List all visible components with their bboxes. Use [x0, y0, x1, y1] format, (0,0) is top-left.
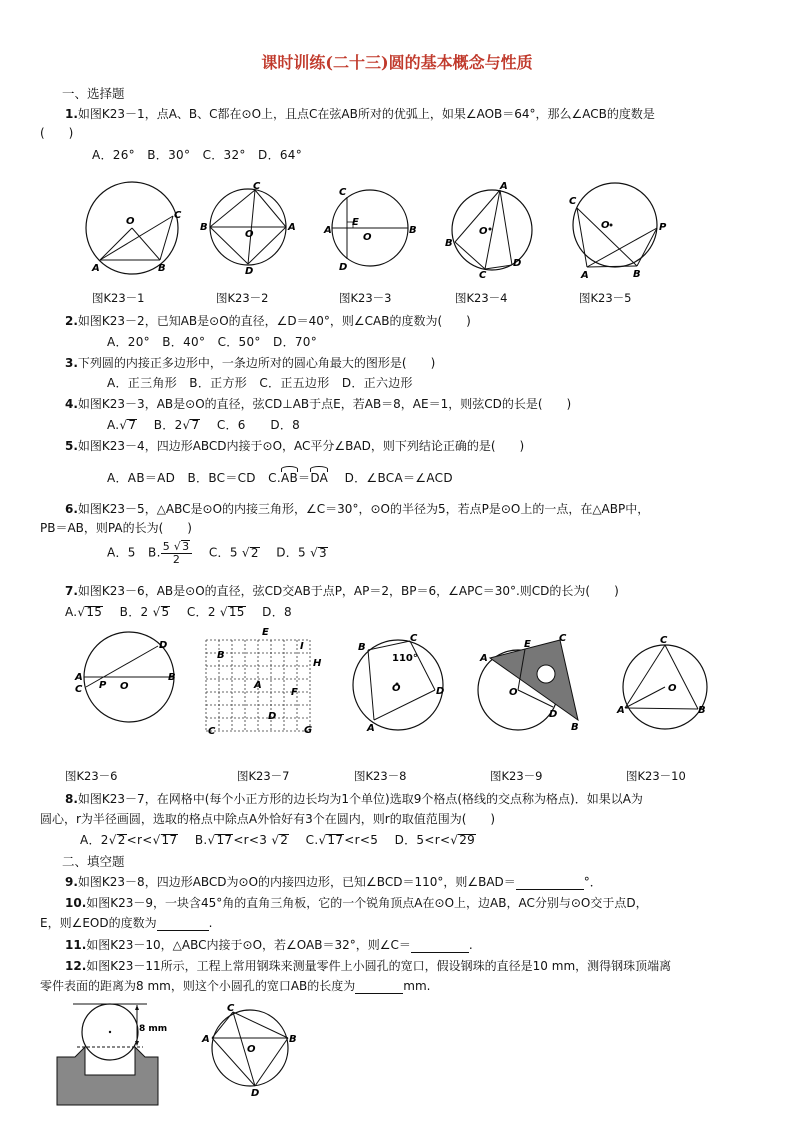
- option-b: B.: [194, 833, 208, 847]
- answer-blank[interactable]: [157, 916, 209, 931]
- label: A: [617, 705, 625, 716]
- label: C: [410, 633, 418, 644]
- answer-blank[interactable]: [411, 938, 469, 953]
- question-text: 如图K23－5，△ABC是⊙O的内接三角形，∠C＝30°，⊙O的半径为5，若点P是⊙O上的一点，在△ABP中，: [77, 502, 650, 516]
- figure-k23-6: [72, 630, 182, 740]
- question-number: 6.: [65, 502, 78, 516]
- option-d: D．5: [276, 545, 306, 560]
- label: A: [254, 680, 262, 691]
- question-number: 10.: [65, 896, 87, 910]
- question-text: 如图K23－4，四边形ABCD内接于⊙O，AC平分∠BAD，则下列结论正确的是( ): [77, 439, 525, 453]
- label: A: [202, 1034, 210, 1045]
- question-1-options: A．26° B．30° C．32° D．64°: [92, 148, 303, 162]
- sqrt-value: 2: [280, 833, 289, 847]
- label: D: [251, 1088, 260, 1099]
- question-6: [65, 500, 649, 517]
- equals: ＝: [298, 471, 311, 485]
- sqrt-value: 7: [191, 418, 200, 432]
- label: D: [549, 709, 558, 720]
- question-text: 零件表面的距离为8 mm，则这个小圆孔的宽口AB的长度为: [40, 979, 356, 993]
- answer-blank[interactable]: [355, 979, 403, 994]
- question-7: [65, 582, 619, 599]
- sqrt-value: 2: [250, 545, 259, 560]
- question-11: [65, 936, 473, 953]
- question-7-options: A.√15 B．2 √5 C．2 √15 D．8: [65, 605, 292, 619]
- question-text: .: [468, 938, 473, 952]
- label: B: [633, 269, 641, 280]
- option-ab: A．5 B.: [107, 545, 161, 560]
- label: D: [268, 711, 277, 722]
- question-10-cont: [40, 914, 212, 931]
- label: P: [659, 222, 667, 233]
- label: D: [339, 262, 348, 273]
- figure-caption: 图K23－2: [216, 291, 269, 305]
- figure-caption: 图K23－4: [455, 291, 508, 305]
- figure-caption: 图K23－9: [490, 769, 543, 783]
- label: C: [660, 635, 668, 646]
- question-8: [65, 790, 643, 807]
- label: H: [313, 658, 322, 669]
- question-9: [65, 873, 602, 890]
- label: F: [291, 687, 298, 698]
- question-text: °．: [583, 875, 602, 889]
- option-c: C．5: [208, 545, 238, 560]
- option-a: A.: [107, 418, 120, 432]
- sqrt-value: 15: [228, 605, 245, 619]
- question-8-options: A．2√2<r<√17 B.√17<r<3 √2 C.√17<r<5 D．5<r<√29: [80, 833, 476, 847]
- question-number: 4.: [65, 397, 78, 411]
- fraction: $\frac{5 √3}{2}$: [161, 540, 193, 566]
- question-text: 如图K23－11所示，工程上常用钢珠来测量零件上小圆孔的宽口，假设钢珠的直径是10 mm，测得钢珠顶端离: [86, 959, 672, 973]
- label: O: [392, 683, 401, 694]
- figure-caption: 图K23－7: [237, 769, 290, 783]
- label: B: [200, 222, 208, 233]
- question-3: [65, 354, 435, 371]
- answer-blank[interactable]: [516, 875, 584, 890]
- arc-da: [310, 471, 328, 485]
- figure-k23-8: [350, 632, 460, 742]
- label: I: [300, 641, 304, 652]
- question-10: [65, 894, 648, 911]
- label: P: [99, 680, 107, 691]
- sqrt-value: 17: [216, 833, 233, 847]
- question-1-cont: ( ): [40, 126, 74, 140]
- figure-caption: 图K23－8: [354, 769, 407, 783]
- label: C: [174, 210, 182, 221]
- label: C: [253, 181, 261, 192]
- label: E: [524, 639, 531, 650]
- option-d: D．8: [262, 605, 292, 619]
- label: A: [288, 222, 296, 233]
- sqrt-value: 7: [128, 418, 137, 432]
- section-fill: 二、填空题: [62, 854, 125, 869]
- sqrt-value: 15: [86, 605, 103, 619]
- label: C: [227, 1003, 235, 1014]
- label: B: [571, 722, 579, 733]
- figure-k23-9: [478, 632, 588, 742]
- sqrt-value: 3: [319, 545, 327, 560]
- option-b: B．2: [153, 418, 183, 432]
- figure-caption: 图K23－10: [626, 769, 686, 783]
- sqrt-value: 17: [327, 833, 344, 847]
- label: O: [601, 220, 610, 231]
- label: O: [247, 1044, 256, 1055]
- question-text: 如图K23－3，AB是⊙O的直径，弦CD⊥AB于点E，若AB＝8，AE＝1，则弦CD的长是( ): [77, 397, 572, 411]
- option-d: D．∠BCA＝∠ACD: [344, 471, 453, 485]
- label: A: [480, 653, 488, 664]
- label: B: [217, 650, 225, 661]
- question-text: 如图K23－7，在网格中(每个小正方形的边长均为1个单位)选取9个格点(格线的交点称为格点)．如果以A为: [77, 792, 643, 806]
- label: A: [324, 225, 332, 236]
- figure-k23-4: [440, 180, 550, 280]
- label: O: [245, 229, 254, 240]
- question-4-options: A.√7 B．2√7 C．6 D．8: [107, 418, 301, 432]
- question-5-options: [107, 469, 453, 486]
- question-number: 11.: [65, 938, 87, 952]
- inequality: <r<3: [233, 833, 268, 847]
- label: A: [367, 723, 375, 734]
- sqrt-value: 3: [182, 540, 190, 553]
- label: C: [75, 684, 83, 695]
- question-text: 如图K23－10，△ABC内接于⊙O，若∠OAB＝32°，则∠C＝: [86, 938, 411, 952]
- label: O: [126, 216, 135, 227]
- question-3-options: A．正三角形 B．正方形 C．正五边形 D．正六边形: [107, 376, 413, 390]
- question-text: E，则∠EOD的度数为: [40, 916, 157, 930]
- label: O: [363, 232, 372, 243]
- figure-k23-2: [200, 180, 305, 280]
- label: D: [245, 266, 254, 277]
- label: C: [208, 726, 216, 737]
- label: B: [698, 705, 706, 716]
- question-text: 如图K23－8，四边形ABCD为⊙O的内接四边形，已知∠BCD＝110°，则∠BAD＝: [77, 875, 516, 889]
- label: D: [436, 686, 445, 697]
- arc-label: DA: [310, 471, 329, 485]
- figure-k23-3: [325, 180, 425, 280]
- sqrt-value: 2: [117, 833, 126, 847]
- option-cd: C．6 D．8: [216, 418, 301, 432]
- label: O: [668, 683, 677, 694]
- question-number: 8.: [65, 792, 78, 806]
- label: B: [289, 1034, 297, 1045]
- question-2: [65, 312, 471, 329]
- figure-k23-7: [202, 627, 322, 746]
- label: A: [581, 270, 589, 281]
- label: E: [262, 627, 269, 638]
- sqrt-value: 29: [459, 833, 476, 847]
- label: B: [168, 672, 176, 683]
- figure-caption: 图K23－5: [579, 291, 632, 305]
- option-c: C.: [305, 833, 319, 847]
- question-6-cont: PB＝AB，则PA的长为( ): [40, 521, 192, 535]
- figure-caption: 图K23－1: [92, 291, 145, 305]
- figure-k23-5: [565, 180, 675, 280]
- label: B: [158, 263, 166, 274]
- label: 8 mm: [139, 1024, 168, 1034]
- label: B: [409, 225, 417, 236]
- option-a: A.: [65, 605, 78, 619]
- question-text: 如图K23－2，已知AB是⊙O的直径，∠D＝40°，则∠CAB的度数为( ): [77, 314, 471, 328]
- inequality: <r<5: [344, 833, 379, 847]
- question-number: 2.: [65, 314, 78, 328]
- label: O: [509, 687, 518, 698]
- label: D: [513, 258, 522, 269]
- label: A: [500, 181, 508, 192]
- section-choice: 一、选择题: [62, 86, 125, 101]
- question-8-cont: 圆心，r为半径画圆，选取的格点中除点A外恰好有3个在圆内，则r的取值范围为( ): [40, 812, 496, 826]
- question-4: [65, 395, 571, 412]
- label: O: [479, 226, 488, 237]
- arc-label: AB: [280, 471, 298, 485]
- question-text: 如图K23－9，一块含45°角的直角三角板，它的一个锐角顶点A在⊙O上，边AB，AC分别与⊙O交于点D，: [86, 896, 648, 910]
- label: D: [159, 640, 168, 651]
- question-6-options: A．5 B. $\frac{5 √3}{2}$ C．5 √2 D．5 √3: [107, 540, 327, 566]
- label: E: [352, 217, 359, 228]
- question-text: 下列圆的内接正多边形中，一条边所对的圆心角最大的图形是( ): [77, 356, 436, 370]
- question-number: 3.: [65, 356, 78, 370]
- label: B: [445, 238, 453, 249]
- sqrt-value: 5: [161, 605, 170, 619]
- figure-k23-12: [202, 1003, 305, 1108]
- option-d: D．5<r<: [394, 833, 451, 847]
- sqrt-value: 17: [161, 833, 178, 847]
- numerator: 5: [162, 540, 171, 553]
- question-text: 如图K23－6，AB是⊙O的直径，弦CD交AB于点P，AP＝2，BP＝6，∠APC＝30°.则CD的长为( ): [77, 584, 619, 598]
- question-number: 7.: [65, 584, 78, 598]
- figure-caption: 图K23－6: [65, 769, 118, 783]
- question-number: 5.: [65, 439, 78, 453]
- question-2-options: A．20° B．40° C．50° D．70°: [107, 335, 318, 349]
- label: O: [120, 681, 129, 692]
- question-text: .: [208, 916, 213, 930]
- question-number: 9.: [65, 875, 78, 889]
- question-text: mm.: [403, 979, 431, 993]
- option-abc: A．AB＝AD B．BC＝CD C.: [107, 471, 281, 485]
- page-title: 课时训练(二十三)圆的基本概念与性质: [261, 53, 533, 72]
- figure-k23-1: [80, 180, 190, 280]
- option-c: C．2: [186, 605, 216, 619]
- label: C: [559, 633, 567, 644]
- label: A: [75, 672, 83, 683]
- question-12: [65, 957, 671, 974]
- question-5: [65, 437, 524, 454]
- figure-k23-11: [55, 1005, 175, 1110]
- figure-caption: 图K23－3: [339, 291, 392, 305]
- arc-ab: [281, 471, 298, 485]
- label: G: [304, 725, 313, 736]
- denominator: 2: [172, 553, 181, 566]
- label: 110°: [392, 653, 418, 664]
- question-text: 如图K23－1，点A、B、C都在⊙O上，且点C在弦AB所对的优弧上，如果∠AOB＝64°，那么∠ACB的度数是: [77, 107, 655, 121]
- option-a: A．2: [80, 833, 109, 847]
- figure-k23-10: [617, 632, 730, 742]
- question-number: 1.: [65, 107, 78, 121]
- inequality: <r<: [126, 833, 153, 847]
- question-1: [65, 105, 655, 122]
- label: A: [92, 263, 100, 274]
- question-number: 12.: [65, 959, 87, 973]
- label: C: [479, 270, 487, 281]
- question-12-cont: [40, 977, 430, 994]
- option-b: B．2: [119, 605, 149, 619]
- label: C: [339, 187, 347, 198]
- label: B: [358, 642, 366, 653]
- label: C: [569, 196, 577, 207]
